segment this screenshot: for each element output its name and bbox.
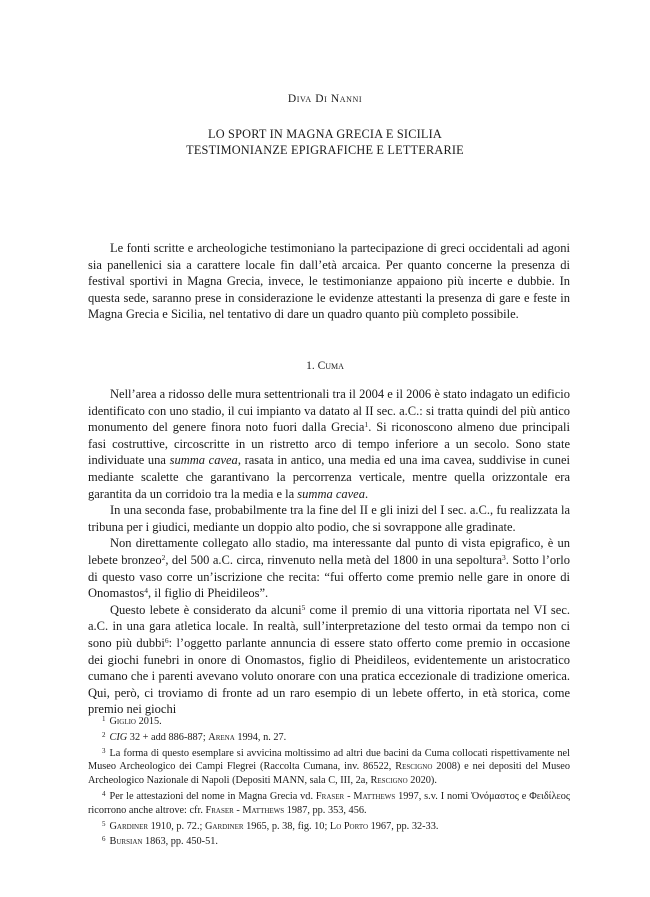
footnote-2: $^2$ CIG 32 + add 886-887; Arena 1994, n. 27. bbox=[102, 730, 287, 743]
footnote-3: $^3$ La forma di questo esemplare si avvicina moltissimo ad altri due bacini da Cuma collocati rispettivamente nel Museo Archeologico dei Campi Flegrei (Raccolta Cumana, inv. 86522, Rescigno 2008) e nei depositi del Museo Archeologico Nazionale di Napoli (Depositi MANN, sala C, III, 2a, Rescigno 2020). bbox=[88, 746, 570, 787]
author-name: Diva Di Nanni bbox=[287, 93, 363, 105]
footnote-ref-2: 2 bbox=[161, 552, 166, 562]
paragraph-1: Nell’area a ridosso delle mura settentrionali tra il 2004 e il 2006 è stato indagato un edificio identificato con uno stadio, il cui impianto va datato al II sec. a.C.: si tratta quindi del più antico monumento del genere finora noto fuori dalla Grecia$^1$. Si riconoscono almeno due principali fasi costruttive, circoscritte in un ristretto arco di tempo inferiore a un secolo. Sono state individuate una summa cavea, rasata in antico, una media ed una ima cavea, suddivise in cunei mediante scalette che garantivano la percorrenza verticale, mentre quella orizzontale era garantita da un corridoio tra la media e la summa cavea. bbox=[88, 387, 571, 501]
footnote-5: $^5$ Gardiner 1910, p. 72.; Gardiner 1965, p. 38, fig. 10; Lo Porto 1967, pp. 32-33. bbox=[102, 819, 439, 832]
footnotes bbox=[88, 713, 570, 849]
paragraph-3: Non direttamente collegato allo stadio, ma interessante dal punto di vista epigrafico, è un lebete bronzeo$^2$, del 500 a.C. circa, rinvenuto nella metà del 1800 in una sepoltura$^3$. Sotto l’orlo di questo vaso corre un’iscrizione che recita: “fui offerto come premio nelle gare in onore di Onomastos$^4$, il figlio di Pheidileos”. bbox=[88, 536, 570, 601]
intro-section bbox=[88, 240, 570, 323]
paragraph-4: Questo lebete è considerato da alcuni$^5$ come il premio di una vittoria riportata nel VI sec. a.C. in una gara atletica locale. In realtà, sull’interpretazione del testo ormai da tempo non ci sono più dubbi$^6$: l’oggetto parlante annuncia di essere stato offerto come premio in occasione dei giochi funebri in onore di Onomastos, figlio di Pheidileos, evidentemente un aristocratico cumano che i parenti avevano voluto onorare con una pratica eccezionale di tradizione omerica. Qui, però, ci troviamo di fronte ad un raro esempio di un lebete offerto, in età storica, come premio nei giochi bbox=[88, 602, 570, 717]
footnote-ref-4: 4 bbox=[144, 586, 148, 596]
footnote-1: $^1$ Giglio 2015. bbox=[102, 715, 162, 727]
title-line-1: LO SPORT IN MAGNA GRECIA E SICILIA bbox=[207, 127, 443, 141]
article-title bbox=[0, 126, 650, 158]
paragraph-2: In una seconda fase, probabilmente tra la fine del II e gli inizi del I sec. a.C., fu realizzata la tribuna per i giudici, mediante un doppio alto podio, che si sovrappone alle gradinate. bbox=[88, 503, 570, 534]
intro-paragraph: Le fonti scritte e archeologiche testimoniano la partecipazione di greci occidentali ad agoni sia panellenici sia a carattere locale fin dall’età arcaica. Per quanto concerne la presenza di festival sportivi in Magna Grecia, invece, le testimonianze appaiono più incerte e dubbie. In questa sede, saranno prese in considerazione le evidenze attestanti la presenza di gare e feste in Magna Grecia e Sicilia, nel tentativo di dare un quadro quanto più completo possibile. bbox=[88, 241, 570, 322]
footnote-ref-3: 3 bbox=[502, 552, 506, 562]
footnote-ref-1: 1 bbox=[364, 420, 369, 430]
footnote-4: $^4$ Per le attestazioni del nome in Magna Grecia vd. Fraser - Matthews 1997, s.v. I nomi Ὀνόμαστος e Φειδίλεος ricorrono anche altrove: cfr. Fraser - Matthews 1987, pp. 353, 456. bbox=[88, 789, 570, 816]
footnote-6: $^6$ Bursian 1863, pp. 450-51. bbox=[102, 835, 218, 848]
section-number: 1. bbox=[306, 360, 315, 372]
section-heading bbox=[0, 360, 650, 372]
body-text bbox=[88, 386, 570, 718]
footnote-ref-6: 6 bbox=[164, 635, 169, 645]
title-line-2: TESTIMONIANZE EPIGRAFICHE E LETTERARIE bbox=[186, 143, 464, 157]
footnote-ref-5: 5 bbox=[301, 602, 306, 612]
section-title: Cuma bbox=[317, 360, 344, 372]
